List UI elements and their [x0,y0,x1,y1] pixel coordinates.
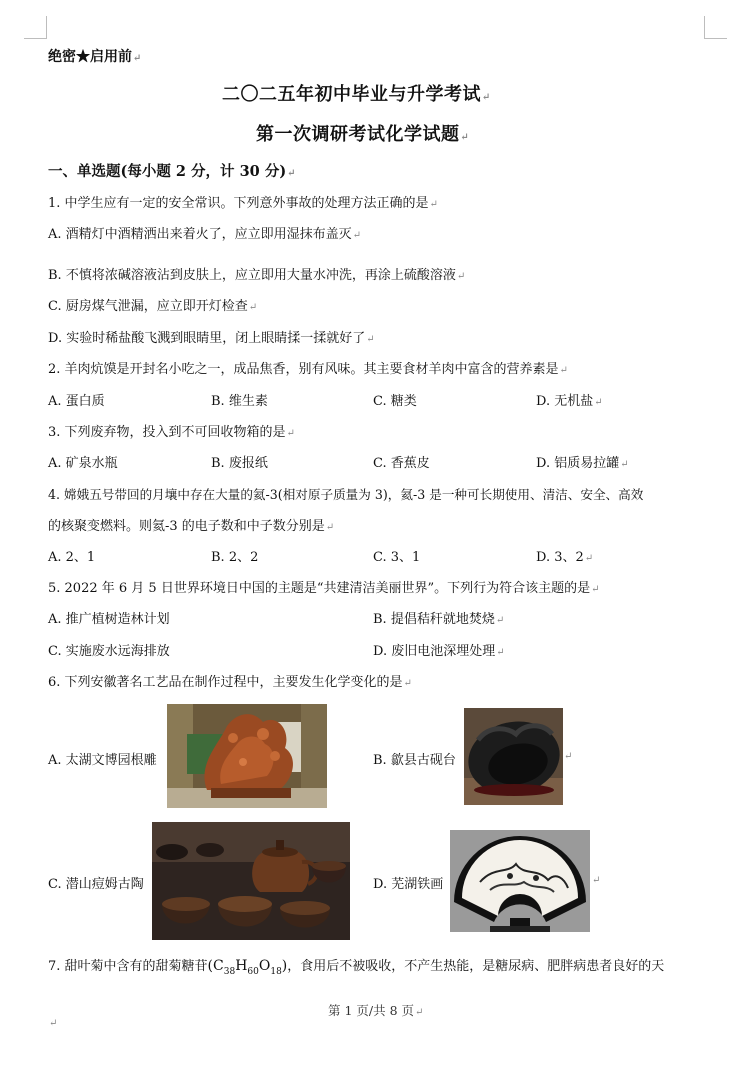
question-3-option-d: D. 铝质易拉罐↵ [536,456,629,471]
paragraph-mark-icon: ↵ [460,132,470,143]
crop-mark-top-left [24,16,47,39]
question-7-stem: 7. 甜叶菊中含有的甜菊糖苷$(C_{38}H_{60}O_{18})$，食用后不被吸收，不产生热能，是糖尿病、肥胖病患者良好的天 [48,958,665,977]
question-4-stem-line2: 的核聚变燃料。则氦-3 的电子数和中子数分别是↵ [48,519,335,534]
question-1-option-a: A. 酒精灯中酒精洒出来着火了，应立即用湿抹布盖灭↵ [48,227,362,242]
question-3-stem: 3. 下列废弃物，投入到不可回收物箱的是↵ [48,425,295,440]
paragraph-mark-icon: ↵ [592,875,601,886]
question-6-option-b: B. 歙县古砚台 [373,753,456,768]
question-5-option-a: A. 推广植树造林计划 [48,612,170,627]
question-3-option-b: B. 废报纸 [211,456,268,471]
root-carving-image [167,704,327,808]
question-3-option-a: A. 矿泉水瓶 [48,456,118,471]
exam-subtitle: 第一次调研考试化学试题↵ [256,124,470,145]
question-4-option-b: B. 2、2 [211,550,259,565]
paragraph-mark-icon: ↵ [415,1007,424,1018]
section-heading: 一、单选题(每小题 2 分，计 30 分)↵ [48,163,296,180]
paragraph-mark-icon: ↵ [287,168,296,179]
question-2-option-a: A. 蛋白质 [48,394,105,409]
question-2-option-c: C. 糖类 [373,394,417,409]
iron-painting-image [450,830,590,932]
secret-label: 绝密★启用前↵ [48,49,142,65]
question-2-stem: 2. 羊肉炕馍是开封名小吃之一，成品焦香，别有风味。其主要食材羊肉中富含的营养素是↵ [48,362,568,377]
question-6-option-c: C. 潜山痘姆古陶 [48,877,144,892]
question-4-option-a: A. 2、1 [48,550,96,565]
question-6-option-a: A. 太湖文博园根雕 [48,753,157,768]
question-1-option-c: C. 厨房煤气泄漏，应立即开灯检查↵ [48,299,258,314]
exam-title: 二〇二五年初中毕业与升学考试↵ [222,84,491,105]
question-1-stem: 1. 中学生应有一定的安全常识。下列意外事故的处理方法正确的是↵ [48,196,438,211]
chemical-formula: $(C_{38}H_{60}O_{18})$ [207,958,288,977]
page-number: 第 1 页/共 8 页↵ [328,1003,424,1018]
question-3-option-c: C. 香蕉皮 [373,456,430,471]
paragraph-mark-icon: ↵ [49,1018,58,1029]
question-2-option-b: B. 维生素 [211,394,268,409]
question-4-option-d: D. 3、2↵ [536,550,594,565]
question-5-stem: 5. 2022 年 6 月 5 日世界环境日中国的主题是“共建清洁美丽世界”。下列行为符合该主题的是↵ [48,581,600,596]
paragraph-mark-icon: ↵ [482,92,491,103]
question-4-stem-line1: 4. 嫦娥五号带回的月壤中存在大量的氦-3(相对原子质量为 3)，氦-3 是一种可长期使用、清洁、安全、高效 [48,487,644,502]
question-6-stem: 6. 下列安徽著名工艺品在制作过程中，主要发生化学变化的是↵ [48,675,412,690]
question-6-option-d: D. 芜湖铁画 [373,877,444,892]
paragraph-mark-icon: ↵ [564,751,573,762]
question-1-option-b: B. 不慎将浓碱溶液沾到皮肤上，应立即用大量水冲洗，再涂上硫酸溶液↵ [48,268,466,283]
inkstone-image [464,708,563,805]
question-5-option-d: D. 废旧电池深埋处理↵ [373,644,505,659]
question-1-option-d: D. 实验时稀盐酸飞溅到眼睛里，闭上眼睛揉一揉就好了↵ [48,331,375,346]
question-5-option-c: C. 实施废水远海排放 [48,644,170,659]
crop-mark-top-right [704,16,727,39]
question-5-option-b: B. 提倡秸秆就地焚烧↵ [373,612,505,627]
question-2-option-d: D. 无机盐↵ [536,394,603,409]
paragraph-mark-icon: ↵ [133,53,142,64]
question-4-option-c: C. 3、1 [373,550,421,565]
pottery-image [152,822,350,940]
